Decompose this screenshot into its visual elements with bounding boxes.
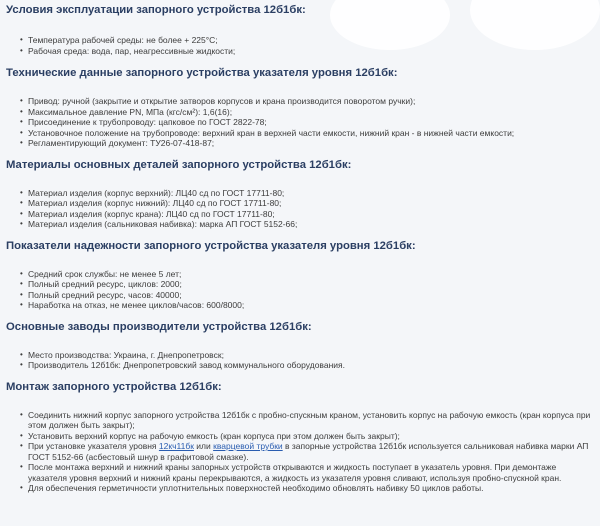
list-item: • Рабочая среда: вода, пар, неагрессивные жидкости; — [28, 46, 594, 57]
list-item: • Полный средний ресурс, циклов: 2000; — [28, 279, 594, 290]
section-heading-operating-conditions: Условия эксплуатации запорного устройства 12б1бк: — [6, 4, 306, 16]
list-item: • Регламентирующий документ: ТУ26-07-418-87; — [28, 138, 594, 149]
materials-list — [6, 188, 594, 230]
list-item: • Присоединение к трубопроводу: цапковое по ГОСТ 2822-78; — [28, 117, 594, 128]
list-item-text: При установке указателя уровня — [28, 441, 159, 451]
technical-data-list — [6, 96, 594, 149]
list-item: • Материал изделия (корпус крана): ЛЦ40 сд по ГОСТ 17711-80; — [28, 209, 594, 220]
mounting-list — [6, 410, 594, 494]
section-heading-materials: Материалы основных деталей запорного устройства 12б1бк: — [6, 158, 352, 171]
list-item: • После монтажа верхний и нижний краны запорных устройств открываются и жидкость поступает в указатель уровня. При демонтаже указателя уровня верхний и нижний краны перекрываются, а жидкость из указателя уровня сливают, используя пробно-спускной кран. — [28, 462, 594, 483]
list-item-text: в запорные устройства 12б1бк используется сальниковая набивка марки АП ГОСТ 5152-66 (асбестовый шнур в графитовой смазке). — [28, 441, 589, 462]
section-heading-mounting: Монтаж запорного устройства 12б1бк: — [6, 380, 222, 393]
list-item: • Установочное положение на трубопроводе: верхний кран в верхней части емкости, нижний кран - в нижней части емкости; — [28, 128, 594, 139]
list-item: • Привод: ручной (закрытие и открытие затворов корпусов и крана производится поворотом ручки); — [28, 96, 594, 107]
list-item: • Материал изделия (корпус верхний): ЛЦ40 сд по ГОСТ 17711-80; — [28, 188, 594, 199]
list-item: • Производитель 12б1бк: Днепропетровский завод коммунального оборудования. — [28, 360, 594, 371]
list-item: • Максимальное давление PN, МПа (кгс/см²): 1,6(16); — [28, 107, 594, 118]
manufacturers-list — [6, 350, 594, 371]
list-item — [28, 441, 594, 462]
list-item: • Наработка на отказ, не менее циклов/часов: 600/8000; — [28, 300, 594, 311]
list-item: • Соединить нижний корпус запорного устройства 12б1бк с пробно-спускным краном, установить корпус на рабочую емкость (кран корпуса при этом должен быть закрыт); — [28, 410, 594, 431]
article-content — [6, 3, 594, 494]
list-item: • Для обеспечения герметичности уплотнительных поверхностей необходимо обновлять набивку 50 циклов работы. — [28, 483, 594, 494]
list-item: • Температура рабочей среды: не более + 225°C; — [28, 35, 594, 46]
section-heading-reliability: Показатели надежности запорного устройства указателя уровня 12б1бк: — [6, 239, 416, 252]
list-item: • Место производства: Украина, г. Днепропетровск; — [28, 350, 594, 361]
list-item: • Материал изделия (корпус нижний): ЛЦ40 сд по ГОСТ 17711-80; — [28, 198, 594, 209]
section-heading-manufacturers: Основные заводы производители устройства 12б1бк: — [6, 320, 312, 333]
operating-conditions-list — [6, 35, 594, 56]
list-item-text: или — [193, 441, 214, 451]
quartz-tube-link[interactable]: кварцевой трубки — [213, 441, 283, 451]
level-indicator-link[interactable]: 12кч11бк — [158, 441, 194, 451]
list-item: • Полный средний ресурс, часов: 40000; — [28, 290, 594, 301]
list-item: • Установить верхний корпус на рабочую емкость (кран корпуса при этом должен быть закрыт); — [28, 431, 594, 442]
list-item: • Средний срок службы: не менее 5 лет; — [28, 269, 594, 280]
section-heading-technical-data: Технические данные запорного устройства указателя уровня 12б1бк: — [6, 67, 398, 79]
reliability-list — [6, 269, 594, 311]
list-item: • Материал изделия (сальниковая набивка): марка АП ГОСТ 5152-66; — [28, 219, 594, 230]
